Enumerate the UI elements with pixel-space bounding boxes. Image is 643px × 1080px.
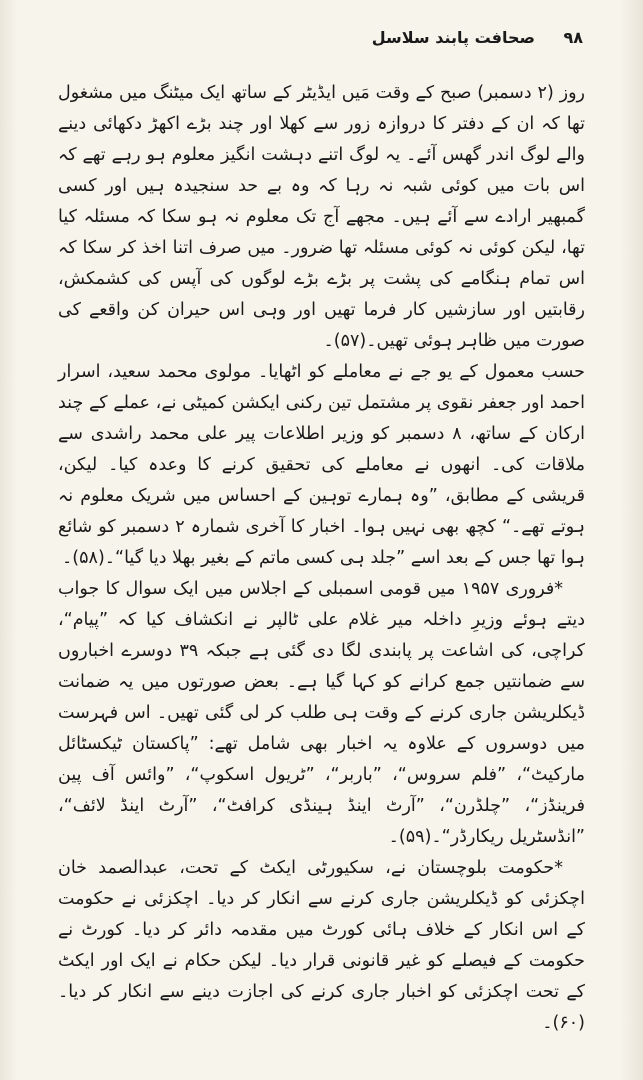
page-body (58, 78, 585, 1039)
body-paragraph: *حکومت بلوچستان نے، سکیورٹی ایکٹ کے تحت، عبدالصمد خان اچکزئی کو ڈیکلریشن جاری کرنے سے انکار کر دیا۔ اچکزئی نے حکومت کے اس انکار کے خلاف ہائی کورٹ میں مقدمہ دائر کر دیا۔ کورٹ نے حکومت کے فیصلے کو غیر قانونی قرار دیا۔ لیکن حکام نے ایک اور ایکٹ کے تحت اچکزئی کو اخبار جاری کرنے کی اجازت دینے سے انکار کر دیا۔(۶۰)۔ (58, 858, 585, 1033)
body-paragraph: *فروری ۱۹۵۷ میں قومی اسمبلی کے اجلاس میں ایک سوال کا جواب دیتے ہوئے وزیرِ داخلہ میر غلام علی ٹالپر نے انکشاف کیا کہ ”پیام“، کراچی، کی اشاعت پر پابندی لگا دی گئی ہے جبکہ ۳۹ دوسرے اخباروں سے ضمانتیں جمع کرانے کو کہا گیا ہے۔ بعض صورتوں میں یہ ضمانت ڈیکلریشن جاری کرنے کے وقت ہی طلب کر لی گئی تھیں۔ اس فہرست میں دوسروں کے علاوہ یہ اخبار بھی شامل تھے: ”پاکستان ٹیکسٹائل مارکیٹ“، ”فلم سروس“، ”باربر“، ”ٹریول اسکوپ“، ”وائس آف پین فرینڈز“، ”چلڈرن“، ”آرٹ اینڈ ہینڈی کرافٹ“، ”آرٹ اینڈ لائف“، ”انڈسٹریل ریکارڈر“۔(۵۹)۔ (58, 579, 585, 847)
running-title: صحافت پابند سلاسل (371, 28, 535, 47)
body-paragraph: حسب معمول کے یو جے نے معاملے کو اٹھایا۔ مولوی محمد سعید، اسرار احمد اور جعفر نقوی پر مشتمل تین رکنی ایکشن کمیٹی نے، عملے کے چند ارکان کے ساتھ، ۸ دسمبر کو وزیر اطلاعات پیر علی محمد راشدی سے ملاقات کی۔ انھوں نے معاملے کی تحقیق کرنے کا وعدہ کیا۔ لیکن، قریشی کے مطابق، ”وہ ہمارے توہین کے احساس میں شریک معلوم نہ ہوتے تھے۔“ کچھ بھی نہیں ہوا۔ اخبار کا آخری شمارہ ۲ دسمبر کو شائع ہوا تھا جس کے بعد اسے ”جلد ہی کسی ماتم کے بغیر بھلا دیا گیا“۔(۵۸)۔ (58, 362, 585, 568)
page-number: ۹۸ (563, 28, 583, 47)
quoted-paragraph: روز (۲ دسمبر) صبح کے وقت مَیں ایڈیٹر کے ساتھ ایک میٹنگ میں مشغول تھا کہ ان کے دفتر کا دروازہ زور سے کھلا اور چند بڑے اکھڑ دکھائی دینے والے لوگ اندر گھس آئے۔ یہ لوگ اتنے دہشت انگیز معلوم ہو رہے تھے کہ اس بات میں کوئی شبہ نہ رہا کہ وہ بے حد سنجیدہ ہیں اور کسی گمبھیر ارادے سے آئے ہیں۔ مجھے آج تک معلوم نہ ہو سکا کہ مسئلہ کیا تھا، لیکن کوئی نہ کوئی مسئلہ تھا ضرور۔ میں صرف اتنا اخذ کر سکا کہ اس تمام ہنگامے کی پشت پر بڑے بڑے لوگوں کی آپس کی کشمکش، رقابتیں اور سازشیں کار فرما تھیں اور وہی اس حیران کن واقعے کی صورت میں ظاہر ہوئی تھیں۔(۵۷)۔ (58, 83, 585, 351)
page-header (60, 28, 583, 54)
